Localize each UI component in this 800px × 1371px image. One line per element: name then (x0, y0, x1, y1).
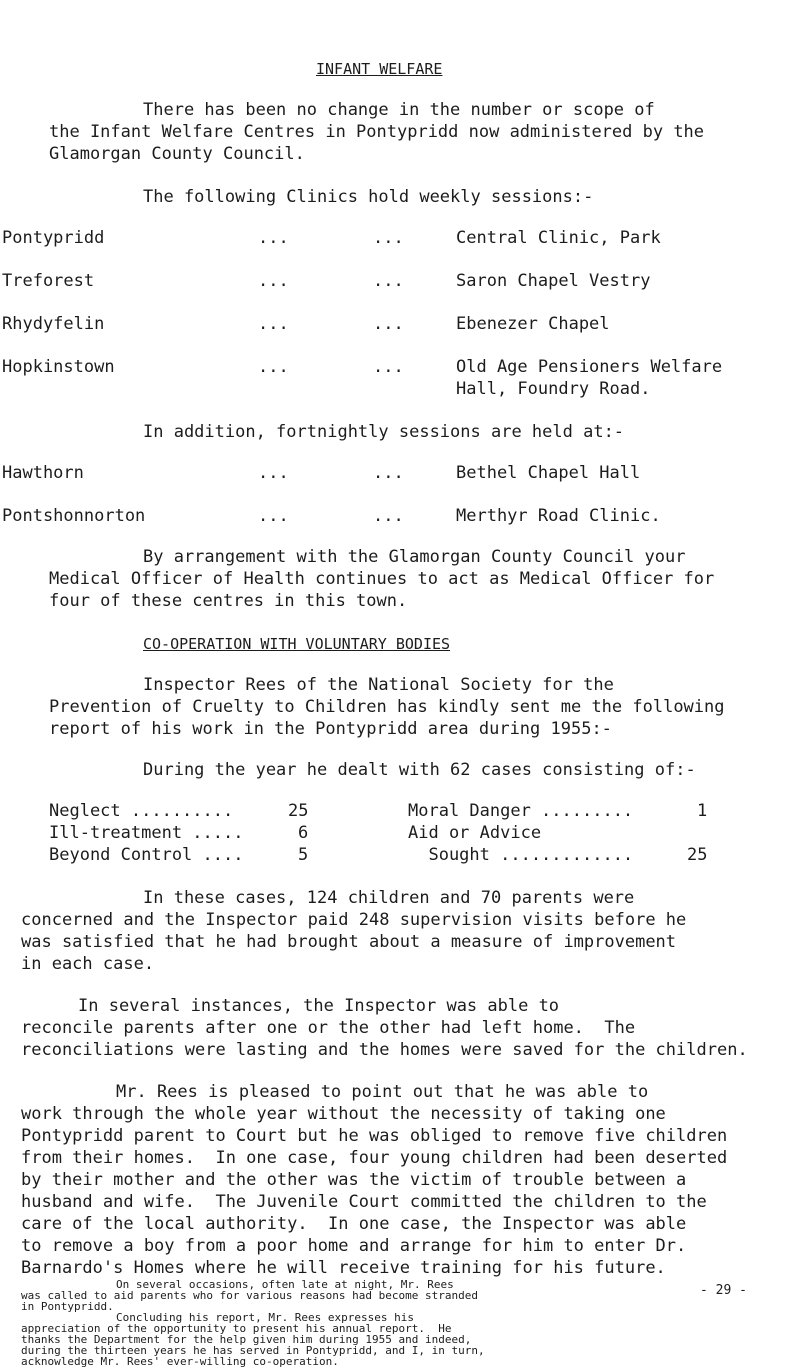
text-line: In these cases, 124 children and 70 parents were (143, 888, 635, 908)
case-label: Sought ............. (408, 845, 634, 865)
clinic-venue-continued: Hall, Foundry Road. (456, 379, 651, 399)
text-line: Concluding his report, Mr. Rees expresses his (116, 1311, 415, 1324)
clinic-venue: Bethel Chapel Hall (456, 463, 641, 483)
case-value: 25 (687, 845, 708, 865)
text-line: acknowledge Mr. Rees' ever-willing co-operation. (21, 1355, 339, 1368)
text-line: thanks the Department for the help given him during 1955 and indeed, (21, 1333, 472, 1346)
case-value: 25 (288, 801, 309, 821)
cases-intro: During the year he dealt with 62 cases consisting of:- (143, 760, 696, 780)
clinic-separator: ... (258, 463, 289, 483)
clinic-separator: ... (258, 228, 289, 248)
case-label: Aid or Advice (408, 823, 542, 843)
case-label: Neglect .......... (49, 801, 234, 821)
text-line: was satisfied that he had brought about a measure of improvement (21, 932, 677, 952)
text-line: the Infant Welfare Centres in Pontypridd now administered by the (49, 122, 705, 142)
text-line: four of these centres in this town. (49, 591, 408, 611)
text-line: from their homes. In one case, four young children had been deserted (21, 1148, 728, 1168)
fortnightly-intro: In addition, fortnightly sessions are held at:- (143, 422, 625, 442)
clinic-place: Hopkinstown (2, 357, 115, 377)
clinic-venue: Saron Chapel Vestry (456, 271, 651, 291)
text-line: There has been no change in the number or scope of (143, 100, 655, 120)
text-line: Pontypridd parent to Court but he was obliged to remove five children (21, 1126, 728, 1146)
clinic-venue: Central Clinic, Park (456, 228, 661, 248)
clinic-place: Pontshonnorton (2, 506, 146, 526)
text-line: appreciation of the opportunity to present his annual report. He (21, 1322, 452, 1335)
case-label: Beyond Control .... (49, 845, 244, 865)
clinic-venue: Merthyr Road Clinic. (456, 506, 661, 526)
text-line: Glamorgan County Council. (49, 144, 305, 164)
case-value: 6 (298, 823, 309, 843)
clinic-venue: Old Age Pensioners Welfare (456, 357, 723, 377)
clinic-separator: ... (373, 463, 404, 483)
text-line: by their mother and the other was the victim of trouble between a (21, 1170, 687, 1190)
page-title: INFANT WELFARE (316, 60, 443, 78)
page-number: - 29 - (700, 1283, 747, 1298)
text-line: report of his work in the Pontypridd area during 1955:- (49, 719, 612, 739)
clinic-separator: ... (373, 271, 404, 291)
clinic-separator: ... (258, 314, 289, 334)
clinic-separator: ... (258, 357, 289, 377)
text-line: By arrangement with the Glamorgan County Council your (143, 547, 686, 567)
clinic-separator: ... (373, 228, 404, 248)
text-line: reconciliations were lasting and the homes were saved for the children. (21, 1040, 748, 1060)
case-label: Ill-treatment ..... (49, 823, 244, 843)
case-label: Moral Danger ......... (408, 801, 634, 821)
section-heading: CO-OPERATION WITH VOLUNTARY BODIES (143, 635, 451, 653)
text-line: during the thirteen years he has served in Pontypridd, and I, in turn, (21, 1344, 485, 1357)
text-line: Barnardo's Homes where he will receive training for his future. (21, 1258, 666, 1278)
tail-paragraphs (0, 1279, 800, 1345)
clinic-place: Treforest (2, 271, 95, 291)
text-line: In several instances, the Inspector was able to (78, 996, 560, 1016)
weekly-intro: The following Clinics hold weekly sessions:- (143, 187, 594, 207)
text-line: in Pontypridd. (21, 1300, 114, 1313)
text-line: concerned and the Inspector paid 248 supervision visits before he (21, 910, 687, 930)
text-line: to remove a boy from a poor home and arrange for him to enter Dr. (21, 1236, 687, 1256)
clinic-place: Pontypridd (2, 228, 105, 248)
clinic-separator: ... (258, 271, 289, 291)
clinic-separator: ... (373, 314, 404, 334)
text-line: in each case. (21, 954, 155, 974)
case-value: 1 (697, 801, 708, 821)
text-line: husband and wife. The Juvenile Court committed the children to the (21, 1192, 707, 1212)
clinic-place: Rhydyfelin (2, 314, 105, 334)
text-line: was called to aid parents who for various reasons had become stranded (21, 1289, 478, 1302)
text-line: Prevention of Cruelty to Children has kindly sent me the following (49, 697, 725, 717)
text-line: On several occasions, often late at night, Mr. Rees (116, 1278, 454, 1291)
text-line: Mr. Rees is pleased to point out that he was able to (116, 1082, 649, 1102)
text-line: Inspector Rees of the National Society for the (143, 675, 614, 695)
text-line: reconcile parents after one or the other had left home. The (21, 1018, 636, 1038)
clinic-venue: Ebenezer Chapel (456, 314, 610, 334)
clinic-separator: ... (373, 357, 404, 377)
clinic-place: Hawthorn (2, 463, 84, 483)
text-line: care of the local authority. In one case, the Inspector was able (21, 1214, 687, 1234)
clinic-separator: ... (373, 506, 404, 526)
tail-paragraphs-end (0, 1345, 800, 1367)
clinic-separator: ... (258, 506, 289, 526)
case-value: 5 (298, 845, 309, 865)
text-line: work through the whole year without the necessity of taking one (21, 1104, 666, 1124)
text-line: Medical Officer of Health continues to act as Medical Officer for (49, 569, 715, 589)
